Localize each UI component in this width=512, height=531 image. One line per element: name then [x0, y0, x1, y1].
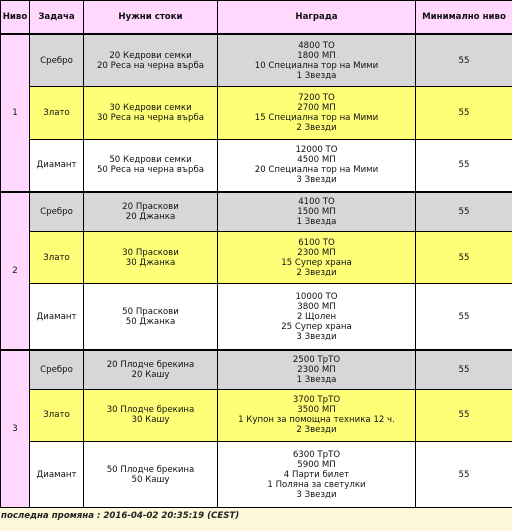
reward-line: 1 Звезда — [296, 70, 337, 81]
reward-line: 4 Парти билет — [283, 469, 350, 480]
goods-cell — [84, 350, 218, 389]
goods-line: 30 Реса на черна върба — [96, 112, 205, 123]
table-row — [1, 389, 512, 442]
reward-line: 1 Звезда — [296, 216, 337, 227]
goods-line: 50 Реса на черна върба — [96, 165, 205, 176]
table-row — [1, 231, 512, 284]
reward-line: 3 Звезди — [296, 175, 337, 186]
reward-line: 3 Звезди — [296, 489, 337, 500]
reward-line: 20 Специална тор на Мими — [254, 165, 379, 176]
reward-cell — [218, 442, 416, 508]
reward-cell — [218, 284, 416, 350]
header-goods: Нужни стоки — [84, 1, 218, 35]
reward-line: 1 Поляна за светулки — [267, 479, 366, 490]
table-body — [1, 34, 512, 508]
table-row — [1, 442, 512, 508]
goods-line: 30 Плодче брекина — [106, 405, 195, 416]
reward-cell — [218, 192, 416, 231]
min-level-cell: 55 — [416, 231, 512, 284]
goods-cell — [84, 87, 218, 140]
table-row — [1, 34, 512, 87]
goods-line: 20 Кашу — [131, 369, 170, 380]
reward-line: 3800 МП — [297, 301, 336, 312]
goods-line: 30 Праскови — [122, 247, 179, 258]
table-row — [1, 284, 512, 350]
level-cell: 1 — [1, 34, 30, 192]
level-cell: 3 — [1, 350, 30, 508]
goods-cell — [84, 231, 218, 284]
goods-cell — [84, 389, 218, 442]
goods-line: 20 Праскови — [122, 201, 179, 212]
task-cell: Сребро — [30, 34, 84, 87]
reward-line: 2 Звезди — [296, 267, 337, 278]
min-level-cell: 55 — [416, 34, 512, 87]
reward-line: 10000 ТО — [295, 291, 338, 302]
table-row — [1, 350, 512, 389]
reward-line: 6300 ТрТО — [292, 449, 341, 460]
reward-line: 3700 ТрТО — [292, 395, 341, 406]
header-row — [1, 1, 512, 35]
goods-line: 20 Джанка — [125, 211, 176, 222]
reward-line: 2500 ТрТО — [292, 354, 341, 365]
reward-cell — [218, 350, 416, 389]
goods-line: 20 Реса на черна върба — [96, 60, 205, 71]
task-cell: Диамант — [30, 139, 84, 192]
reward-line: 6100 ТО — [298, 237, 335, 248]
goods-cell — [84, 139, 218, 192]
min-level-cell: 55 — [416, 442, 512, 508]
task-cell: Диамант — [30, 284, 84, 350]
reward-line: 2 Щолен — [296, 311, 337, 322]
goods-cell — [84, 284, 218, 350]
reward-cell — [218, 87, 416, 140]
min-level-cell: 55 — [416, 389, 512, 442]
header-level: Ниво — [1, 1, 30, 35]
task-cell: Сребро — [30, 192, 84, 231]
min-level-cell: 55 — [416, 87, 512, 140]
reward-line: 4100 ТО — [298, 196, 335, 207]
reward-line: 2 Звезди — [296, 122, 337, 133]
table-row — [1, 139, 512, 192]
reward-line: 5900 МП — [297, 459, 336, 470]
header-reward: Награда — [218, 1, 416, 35]
task-cell: Злато — [30, 389, 84, 442]
level-cell: 2 — [1, 192, 30, 350]
goods-line: 30 Джанка — [125, 257, 176, 268]
task-cell: Злато — [30, 231, 84, 284]
table-row — [1, 87, 512, 140]
reward-line: 3500 МП — [297, 405, 336, 416]
reward-cell — [218, 139, 416, 192]
reward-line: 12000 ТО — [295, 145, 338, 156]
reward-line: 1500 МП — [297, 206, 336, 217]
min-level-cell: 55 — [416, 139, 512, 192]
reward-line: 2 Звезди — [296, 425, 337, 436]
reward-line: 15 Специална тор на Мими — [254, 112, 379, 123]
goods-line: 50 Кедрови семки — [109, 155, 192, 166]
reward-line: 3 Звезди — [296, 331, 337, 342]
min-level-cell: 55 — [416, 192, 512, 231]
goods-line: 30 Кедрови семки — [109, 102, 192, 113]
reward-cell — [218, 231, 416, 284]
reward-line: 4500 МП — [297, 155, 336, 166]
reward-line: 2700 МП — [297, 102, 336, 113]
last-modified: последна промяна : 2016-04-02 20:35:19 (CEST) — [1, 511, 240, 521]
task-cell: Диамант — [30, 442, 84, 508]
goods-line: 30 Кашу — [131, 415, 170, 426]
header-task: Задача — [30, 1, 84, 35]
reward-line: 7200 ТО — [298, 92, 335, 103]
min-level-cell: 55 — [416, 284, 512, 350]
reward-line: 2300 МП — [297, 364, 336, 375]
reward-cell — [218, 34, 416, 87]
goods-cell — [84, 442, 218, 508]
goods-line: 50 Праскови — [122, 306, 179, 317]
goods-line: 50 Джанка — [125, 316, 176, 327]
goods-cell — [84, 34, 218, 87]
reward-line: 4800 ТО — [298, 40, 335, 51]
reward-line: 10 Специална тор на Мими — [254, 60, 379, 71]
goods-line: 50 Кашу — [131, 474, 170, 485]
min-level-cell: 55 — [416, 350, 512, 389]
reward-cell — [218, 389, 416, 442]
task-cell: Сребро — [30, 350, 84, 389]
reward-line: 25 Супер храна — [281, 321, 352, 332]
reward-line: 1800 МП — [297, 50, 336, 61]
goods-line: 20 Кедрови семки — [109, 50, 192, 61]
reward-line: 1 Звезда — [296, 374, 337, 385]
reward-line: 1 Купон за помощна техника 12 ч. — [238, 415, 395, 426]
goods-line: 50 Плодче брекина — [106, 464, 195, 475]
task-cell: Злато — [30, 87, 84, 140]
header-min-level: Минимално ниво — [416, 1, 512, 35]
goods-cell — [84, 192, 218, 231]
reward-line: 15 Супер храна — [281, 257, 352, 268]
goods-line: 20 Плодче брекина — [106, 359, 195, 370]
reward-line: 2300 МП — [297, 247, 336, 258]
table-row — [1, 192, 512, 231]
